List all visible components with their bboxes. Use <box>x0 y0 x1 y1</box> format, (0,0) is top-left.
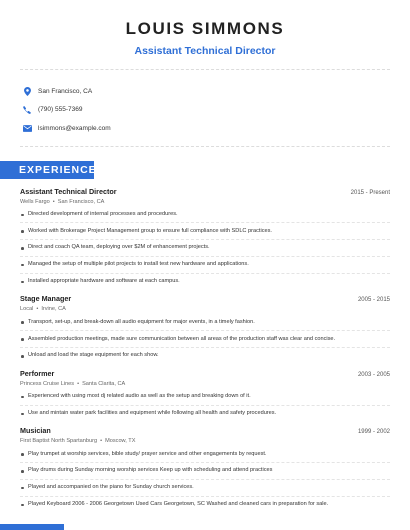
job-bullets <box>20 389 390 422</box>
experience-section-heading <box>0 161 97 179</box>
person-name: LOUIS SIMMONS <box>125 19 285 38</box>
bullet-item: Direct and coach QA team, deploying over $2M of enhancement projects. <box>20 240 390 257</box>
job-title: Stage Manager <box>20 294 72 304</box>
contact-location-text: San Francisco, CA <box>38 87 93 95</box>
bullet-item: Directed development of internal processes and procedures. <box>20 207 390 224</box>
job-location: Moscow, TX <box>105 438 136 445</box>
contact-email-text: lsimmons@example.com <box>38 124 111 132</box>
separator-dot: • <box>52 198 55 205</box>
section-heading-label: EXPERIENCE <box>19 163 97 176</box>
resume-header <box>0 0 410 58</box>
separator-dot: • <box>77 380 80 387</box>
job-entry <box>20 294 390 363</box>
job-dates: 1999 - 2002 <box>357 429 390 436</box>
location-pin-icon <box>22 86 32 96</box>
job-title: Performer <box>20 368 55 378</box>
bullet-item: Worked with Brokerage Project Management group to ensure full compliance with SDLC practices. <box>20 223 390 240</box>
job-location: San Francisco, CA <box>57 198 105 205</box>
job-company: Local <box>20 306 34 313</box>
contact-phone <box>22 101 410 120</box>
job-entry <box>20 369 390 422</box>
bullet-item: Installed appropriate hardware and software at each campus. <box>20 274 390 290</box>
job-bullets <box>20 314 390 363</box>
contact-location <box>22 82 410 101</box>
bullet-item: Assembled production meetings, made sure communication between all areas of the production staff was clear and concise. <box>20 331 390 348</box>
divider <box>20 146 390 147</box>
contact-email <box>22 119 410 138</box>
separator-dot: • <box>100 438 103 445</box>
job-company: First Baptist North Spartanburg <box>20 438 98 445</box>
job-title-heading: Assistant Technical Director <box>134 45 276 57</box>
job-dates: 2015 - Present <box>350 189 390 196</box>
bullet-item: Unload and load the stage equipment for each show. <box>20 348 390 364</box>
job-location: Santa Clarita, CA <box>82 380 126 387</box>
phone-icon <box>22 105 32 115</box>
experience-list <box>0 187 410 513</box>
job-bullets <box>20 207 390 290</box>
bullet-item: Played Keyboard 2006 - 2006 Georgetown Used Cars Georgetown, SC Washed and cleaned cars in preparation for sale. <box>20 497 390 513</box>
bullet-item: Transport, set-up, and break-down all audio equipment for major events, in a timely fashion. <box>20 314 390 331</box>
bullet-item: Managed the setup of multiple pilot projects to install test new hardware and applications. <box>20 257 390 274</box>
bullet-item: Use and mintain water park facilities and equipment while following all health and safety procedures. <box>20 406 390 422</box>
contact-list <box>0 70 410 146</box>
job-entry <box>20 426 390 512</box>
job-title: Assistant Technical Director <box>20 186 117 196</box>
bullet-item: Experienced with using most dj related audio as well as the setup and breaking down of it. <box>20 389 390 406</box>
job-dates: 2003 - 2005 <box>357 371 390 378</box>
job-company: Princess Cruise Lines <box>20 380 75 387</box>
bullet-item: Play trumpet at worship services, bible study/ prayer service and other engagements by request. <box>20 446 390 463</box>
job-entry <box>20 187 390 290</box>
job-title: Musician <box>20 426 51 436</box>
contact-phone-text: (790) 555-7369 <box>38 106 83 114</box>
job-company: Wells Fargo <box>20 198 50 205</box>
job-dates: 2005 - 2015 <box>357 297 390 304</box>
job-bullets <box>20 446 390 512</box>
job-location: Irvine, CA <box>41 306 66 313</box>
next-section-bar <box>0 524 64 530</box>
mail-icon <box>22 123 32 133</box>
separator-dot: • <box>36 306 39 313</box>
bullet-item: Play drums during Sunday morning worship services Keep up with scheduling and attend practices <box>20 463 390 480</box>
bullet-item: Played and accompanied on the piano for Sunday church services. <box>20 480 390 497</box>
